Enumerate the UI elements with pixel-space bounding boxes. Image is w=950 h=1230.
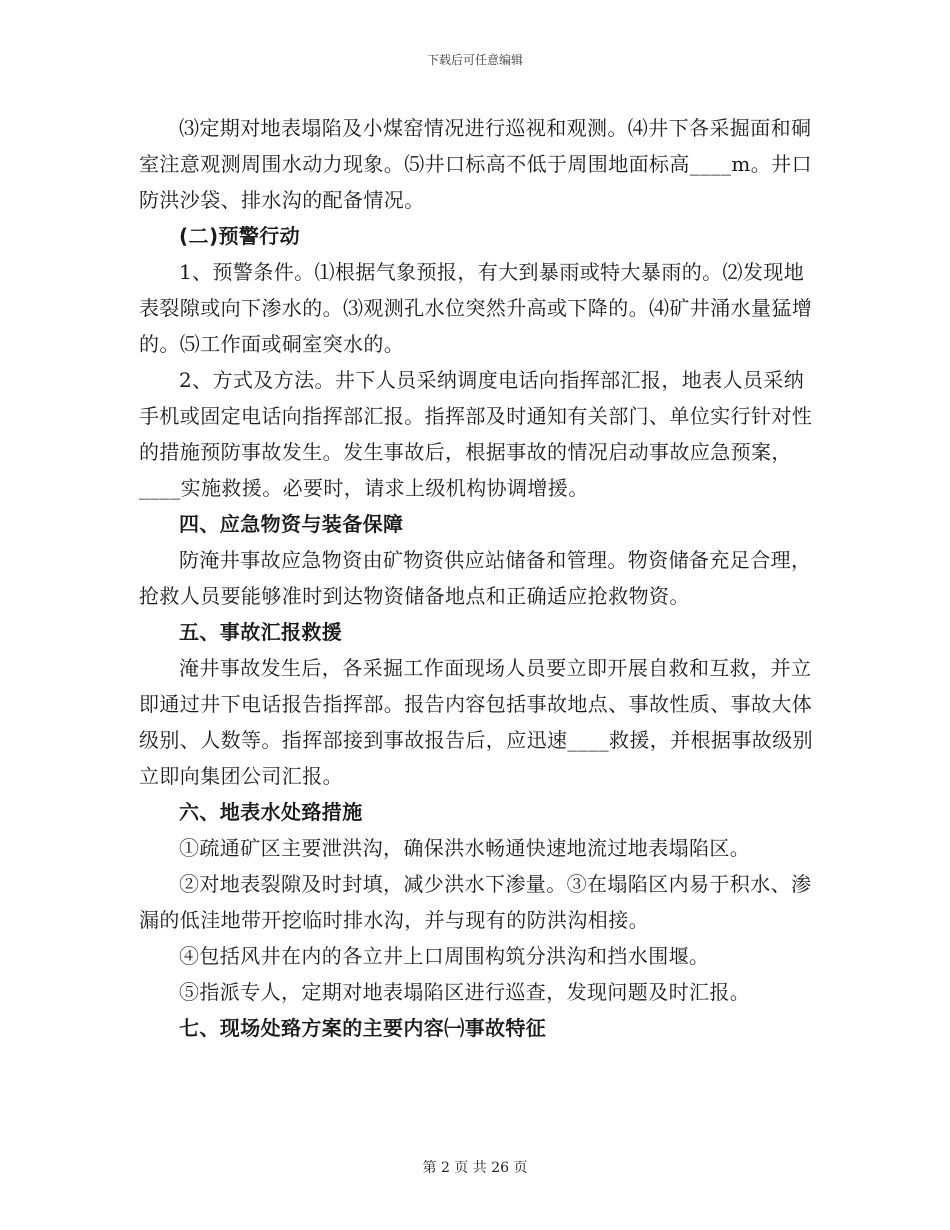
heading-warning-action: (二)预警行动 [179,224,301,248]
list-item-5: ⑤指派专人，定期对地表塌陷区进行巡查，发现问题及时汇报。 [179,980,751,1004]
list-item-4: ④包括风井在内的各立井上口周围构筑分洪沟和挡水围堰。 [179,944,710,968]
heading-accident-report: 五、事故汇报救援 [179,620,343,644]
paragraph-warning-conditions: 1、预警条件。⑴根据气象预报，有大到暴雨或特大暴雨的。⑵发现地表裂隙或向下渗水的。⑶观测孔水位突然升高或下降的。⑷矿井涌水量猛增的。⑸工作面或硐室突水的。 [139,260,813,356]
heading-onsite-plan: 七、现场处臵方案的主要内容㈠事故特征 [179,1016,547,1040]
list-item-1: ①疏通矿区主要泄洪沟，确保洪水畅通快速地流过地表塌陷区。 [179,836,751,860]
list-item-2-3: ②对地表裂隙及时封填，减少洪水下渗量。③在塌陷区内易于积水、渗漏的低洼地带开挖临时排水沟，并与现有的防洪沟相接。 [139,872,812,932]
page-number: 第 2 页 共 26 页 [422,1160,528,1176]
paragraph-accident-report: 淹井事故发生后，各采掘工作面现场人员要立即开展自救和互救，并立即通过井下电话报告指挥部。报告内容包括事故地点、事故性质、事故大体级别、人数等。指挥部接到事故报告后，应迅速____救援，并根据事故级别立即向集团公司汇报。 [139,656,813,788]
paragraph-methods: 2、方式及方法。井下人员采纳调度电话向指挥部汇报，地表人员采纳手机或固定电话向指挥部汇报。指挥部及时通知有关部门、单位实行针对性的措施预防事故发生。发生事故后，根据事故的情况启动事故应急预案，____实施救援。必要时，请求上级机构协调增援。 [139,368,813,500]
paragraph-inspection: ⑶定期对地表塌陷及小煤窑情况进行巡视和观测。⑷井下各采掘面和硐室注意观测周围水动力现象。⑸井口标高不低于周围地面标高____m。井口防洪沙袋、排水沟的配备情况。 [139,116,812,212]
paragraph-supplies: 防淹井事故应急物资由矿物资供应站储备和管理。物资储备充足合理，抢救人员要能够准时到达物资储备地点和正确适应抢救物资。 [139,548,812,608]
heading-surface-water: 六、地表水处臵措施 [179,800,363,824]
heading-emergency-supplies: 四、应急物资与装备保障 [179,512,404,536]
page-header: 下载后可任意编辑 [426,53,523,67]
document-body [139,110,814,1046]
